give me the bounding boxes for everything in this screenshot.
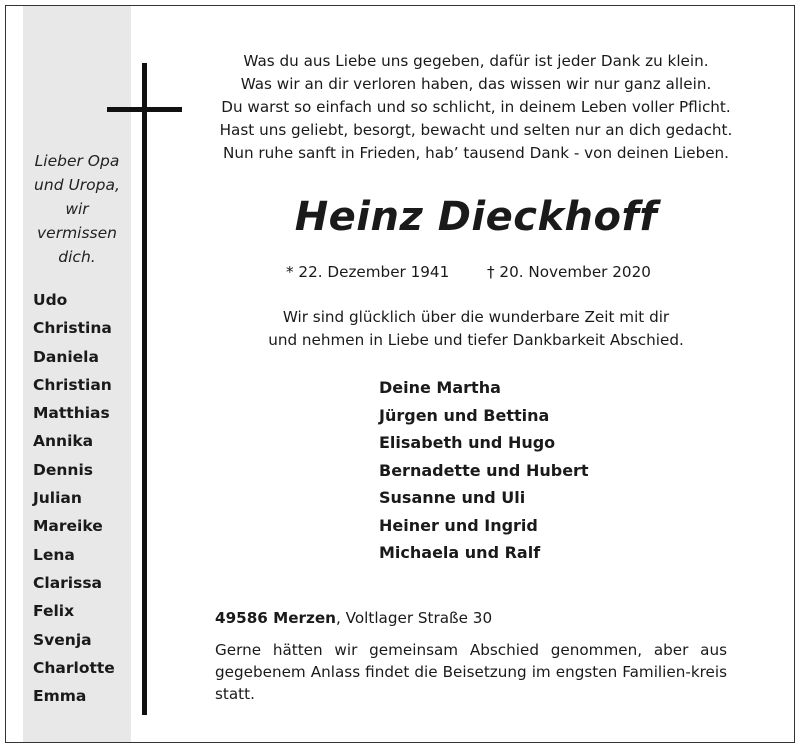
sidebar-message-line: wir: [65, 200, 89, 218]
sidebar-message: [23, 149, 131, 269]
poem: [196, 50, 756, 165]
thanks-line: Wir sind glücklich über die wunderbare Zeit mit dir: [282, 308, 670, 326]
family-member: Deine Martha: [379, 378, 501, 397]
grandchild-name: Dennis: [33, 460, 93, 479]
sidebar-message-line: dich.: [58, 248, 96, 266]
sidebar-message-line: Lieber Opa: [34, 152, 120, 170]
grandchild-name: Mareike: [33, 517, 103, 536]
family-member: Elisabeth und Hugo: [379, 433, 556, 452]
family-member: Susanne und Uli: [379, 488, 526, 507]
grandchild-name: Svenja: [33, 630, 92, 649]
grandchild-name: Charlotte: [33, 658, 115, 677]
obituary-card: [5, 5, 795, 743]
grandchild-name: Annika: [33, 432, 94, 451]
family-member: Michaela und Ralf: [379, 543, 541, 562]
family-member: Heiner und Ingrid: [379, 515, 538, 535]
poem-line: Hast uns geliebt, besorgt, bewacht und selten nur an dich gedacht.: [219, 121, 733, 139]
deceased-name: Heinz Dieckhoff: [294, 194, 658, 240]
sidebar-panel: [23, 6, 131, 742]
grandchild-name: Felix: [33, 602, 75, 621]
family-member: Jürgen und Bettina: [379, 405, 550, 425]
poem-line: Was du aus Liebe uns gegeben, dafür ist jeder Dank zu klein.: [243, 52, 709, 70]
family-member: Bernadette und Hubert: [379, 460, 589, 480]
address-street: , Voltlager Straße 30: [335, 609, 493, 627]
grandchild-name: Christian: [33, 375, 112, 394]
sidebar-message-line: vermissen: [37, 224, 117, 242]
funeral-notice: Gerne hätten wir gemeinsam Abschied genommen, aber aus gegebenem Anlass findet die Beisetzung im engsten Familien-kreis statt.: [215, 641, 727, 703]
grandchild-name: Emma: [33, 687, 87, 706]
thanks-text: [196, 306, 756, 352]
grandchild-name: Daniela: [33, 347, 99, 366]
death-date: † 20. November 2020: [487, 263, 651, 281]
address-city: 49586 Merzen: [215, 609, 336, 627]
grandchild-name: Clarissa: [33, 573, 103, 592]
thanks-line: und nehmen in Liebe und tiefer Dankbarkeit Abschied.: [268, 331, 684, 349]
grandchild-name: Matthias: [33, 404, 110, 423]
grandchild-name: Christina: [33, 319, 112, 338]
poem-line: Du warst so einfach und so schlicht, in deinem Leben voller Pflicht.: [221, 98, 731, 116]
address: [215, 607, 492, 629]
poem-line: Was wir an dir verloren haben, das wissen wir nur ganz allein.: [240, 75, 712, 93]
cross-icon-vertical: [142, 63, 147, 715]
grandchild-name: Julian: [33, 489, 82, 508]
sidebar-message-line: und Uropa,: [34, 176, 120, 194]
grandchildren-list: [33, 286, 115, 710]
poem-line: Nun ruhe sanft in Frieden, hab’ tausend Dank - von deinen Lieben.: [222, 144, 730, 162]
grandchild-name: Udo: [33, 291, 68, 309]
grandchild-name: Lena: [33, 545, 75, 564]
birth-date: * 22. Dezember 1941: [286, 263, 450, 281]
family-list: [379, 374, 589, 567]
cross-icon-horizontal: [107, 107, 182, 112]
